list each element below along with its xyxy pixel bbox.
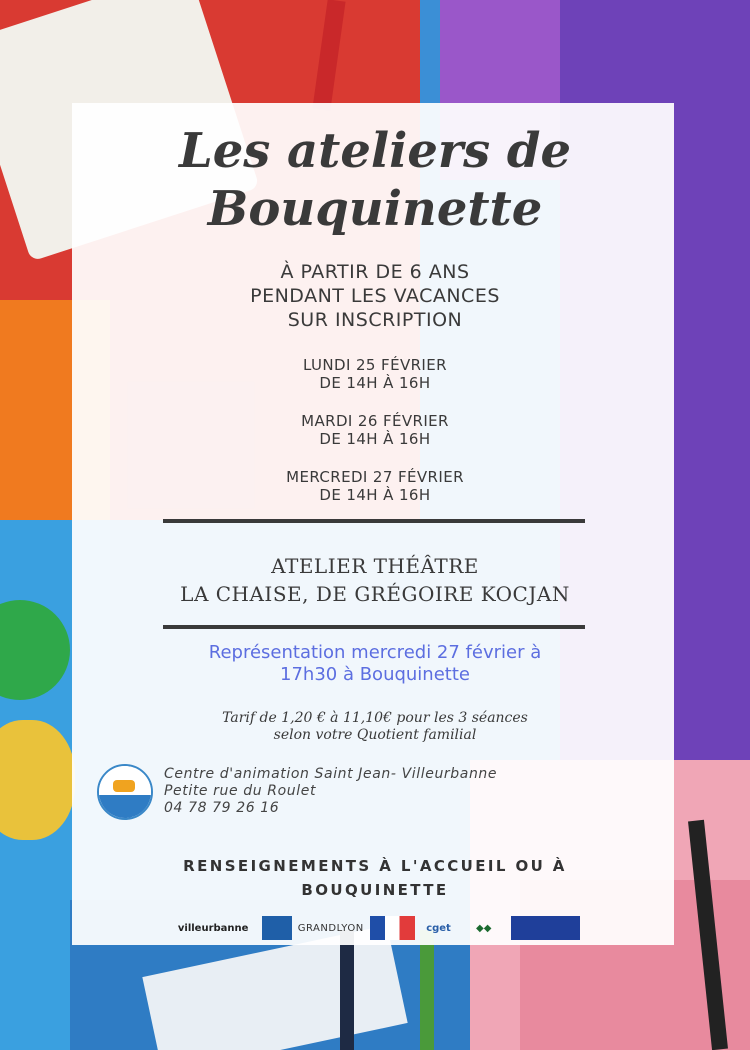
- session-date: [0, 468, 750, 504]
- session-day: MARDI 26 FÉVRIER: [301, 412, 449, 430]
- cget-logo: cget: [426, 922, 451, 934]
- green-pencil: [420, 930, 434, 1050]
- centre-animation-logo-icon: [97, 764, 153, 820]
- performance-line-1: Représentation mercredi 27 février à: [208, 642, 542, 663]
- eu-flag-icon: [511, 916, 580, 940]
- contact-line-2: BOUQUINETTE: [301, 881, 449, 899]
- performance-line-2: 17h30 à Bouquinette: [280, 664, 470, 685]
- audience-period: PENDANT LES VACANCES: [250, 285, 500, 307]
- contact-info: [0, 854, 750, 902]
- villeurbanne-logo: villeurbanne: [177, 922, 249, 934]
- atelier-name: ATELIER THÉÂTRE: [271, 554, 479, 578]
- poster-title: [0, 122, 750, 238]
- address-block: [164, 766, 497, 817]
- navy-pencil: [340, 930, 354, 1050]
- session-day: MERCREDI 27 FÉVRIER: [286, 468, 464, 486]
- session-date: [0, 412, 750, 448]
- session-date: [0, 356, 750, 392]
- address-centre: Centre d'animation Saint Jean- Villeurbanne: [164, 766, 498, 782]
- session-time: DE 14H À 16H: [319, 486, 431, 504]
- contact-line-1: RENSEIGNEMENTS À L'ACCUEIL OU À: [183, 857, 567, 875]
- address-phone: 04 78 79 26 16: [164, 800, 280, 816]
- region-logo-icon: ◆◆: [476, 922, 492, 934]
- session-time: DE 14H À 16H: [319, 430, 431, 448]
- atelier-title: [0, 552, 750, 608]
- price-info: [0, 710, 750, 744]
- audience-registration: SUR INSCRIPTION: [287, 309, 463, 331]
- audience-age: À PARTIR DE 6 ANS: [280, 261, 470, 283]
- price-line-2: selon votre Quotient familial: [273, 727, 477, 743]
- session-day: LUNDI 25 FÉVRIER: [303, 356, 447, 374]
- price-line-1: Tarif de 1,20 € à 11,10€ pour les 3 séances: [222, 710, 528, 726]
- audience-info: [0, 260, 750, 332]
- session-time: DE 14H À 16H: [319, 374, 431, 392]
- title-line-2: Bouquinette: [207, 181, 543, 237]
- republique-logo-icon: [370, 916, 415, 940]
- title-line-1: Les ateliers de: [179, 123, 571, 179]
- grandlyon-logo: GRANDLYON: [297, 922, 364, 934]
- partner-logos: [170, 914, 580, 942]
- atelier-play: LA CHAISE, DE GRÉGOIRE KOCJAN: [180, 582, 570, 606]
- caf-logo-icon: [262, 916, 291, 940]
- performance-info: [0, 642, 750, 686]
- divider-bottom: [163, 625, 585, 629]
- divider-top: [163, 519, 585, 523]
- address-street: Petite rue du Roulet: [164, 783, 317, 799]
